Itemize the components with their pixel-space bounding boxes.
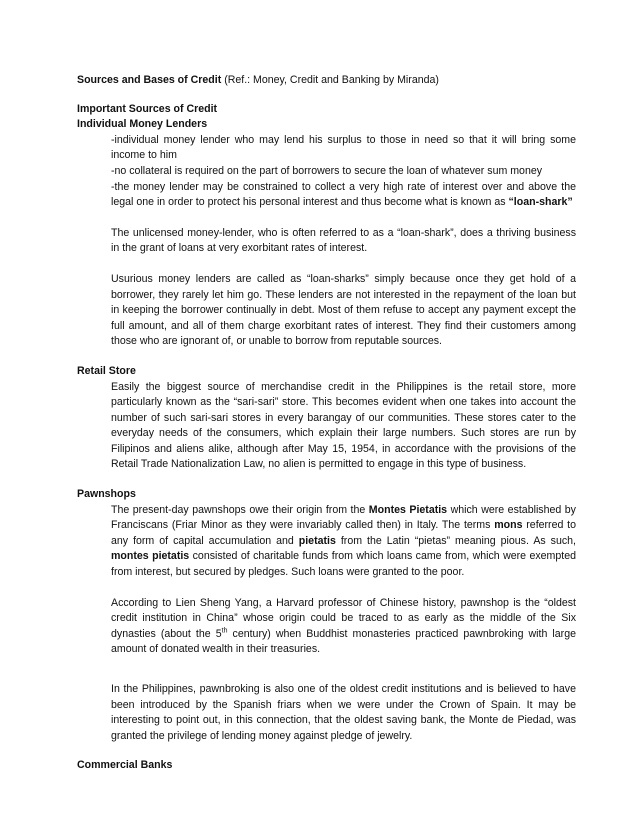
montes-pietatis-term-2: montes pietatis [111,550,190,563]
p2-text-a: According to Lien Sheng Yang, a Harvard professor of Chinese history, pawnshop is the “oldest credit institution in China” whose origin could be traced to as early as the middle of the Six dynasties (about the 5 [111,596,576,640]
pietatis-term: pietatis [298,534,336,547]
p2-text-b: century) when Buddhist monasteries practiced pawnbroking with large amount of donated wealth in their treasuries. [111,627,576,656]
p1-text-e: referred to any form of capital accumulation and [111,519,576,547]
p1-text-a: The present-day pawnshops owe their origin from the [111,503,369,516]
money-lenders-bullet-3 [77,180,576,211]
important-sources-heading: Important Sources of Credit [77,102,218,115]
title-reference: (Ref.: Money, Credit and Banking by Miranda) [221,74,439,86]
pawnshops-heading: Pawnshops [77,488,136,501]
loan-shark-term: “loan-shark” [508,196,573,209]
p1-text-i: consisted of charitable funds from which loans came from, which were exempted from interest, but secured by pledges. Such loans were granted to the poor. [111,550,576,579]
money-lenders-paragraph-1: The unlicensed money-lender, who is often referred to as a “loan-shark”, does a thriving business in the grant of loans at very exorbitant rates of interest. [111,226,576,255]
pawnshops-paragraph-2 [77,596,576,658]
p1-text-c: which were established by Franciscans (Friar Minor as they were invariably called then) in Italy. The terms [111,503,576,532]
p1-text-g: from the Latin “pietas” meaning pious. As such, [335,534,576,547]
montes-pietatis-term: Montes Pietatis [368,503,448,516]
retail-store-paragraph: Easily the biggest source of merchandise credit in the Philippines is the retail store, more particularly known as the “sari-sari” store. This becomes evident when one takes into account the number of such sari-sari stores in every barangay of our communities. These stores cater to the everyday needs of the consumers, which explain their large numbers. Such stores are run by Filipinos and aliens alike, although after May 15, 1954, in accordance with the provisions of the Retail Trade Nationalization Law, no alien is permitted to engage in this type of business. [111,380,576,471]
money-lenders-paragraph-2: Usurious money lenders are called as “loan-sharks” simply because once they get hold of a borrower, they rarely let him go. These lenders are not interested in the repayment of the loan but in keeping the borrower continually in debt. Most of them refuse to accept any payment except the full amount, and all of them charge exorbitant rates of interest. They find their customers among those who are ignorant of, or unable to borrow from reputable sources. [111,272,576,348]
bullet-3-text: -the money lender may be constrained to collect a very high rate of interest over and above the legal one in order to protect his personal interest and thus become what is known as [111,180,576,209]
mons-term: mons [494,519,523,532]
money-lenders-heading: Individual Money Lenders [77,118,208,131]
money-lenders-bullet-2: -no collateral is required on the part of borrowers to secure the loan of whatever sum money [111,164,543,177]
title-bold: Sources and Bases of Credit [77,74,222,86]
money-lenders-bullet-1: -individual money lender who may lend his surplus to those in need so that it will bring some income to him [111,133,576,162]
commercial-banks-heading: Commercial Banks [77,759,173,772]
retail-store-heading: Retail Store [77,364,136,377]
pawnshops-paragraph-3: In the Philippines, pawnbroking is also one of the oldest credit institutions and is believed to have been introduced by the Spanish friars when we were under the Crown of Spain. It may be interesting to point out, in this connection, that the oldest saving bank, the Monte de Piedad, was granted the privilege of lending money against pledge of jewelry. [111,683,576,742]
document-title [77,73,576,89]
pawnshops-paragraph-1 [77,503,576,581]
p2-superscript: th [221,627,228,635]
